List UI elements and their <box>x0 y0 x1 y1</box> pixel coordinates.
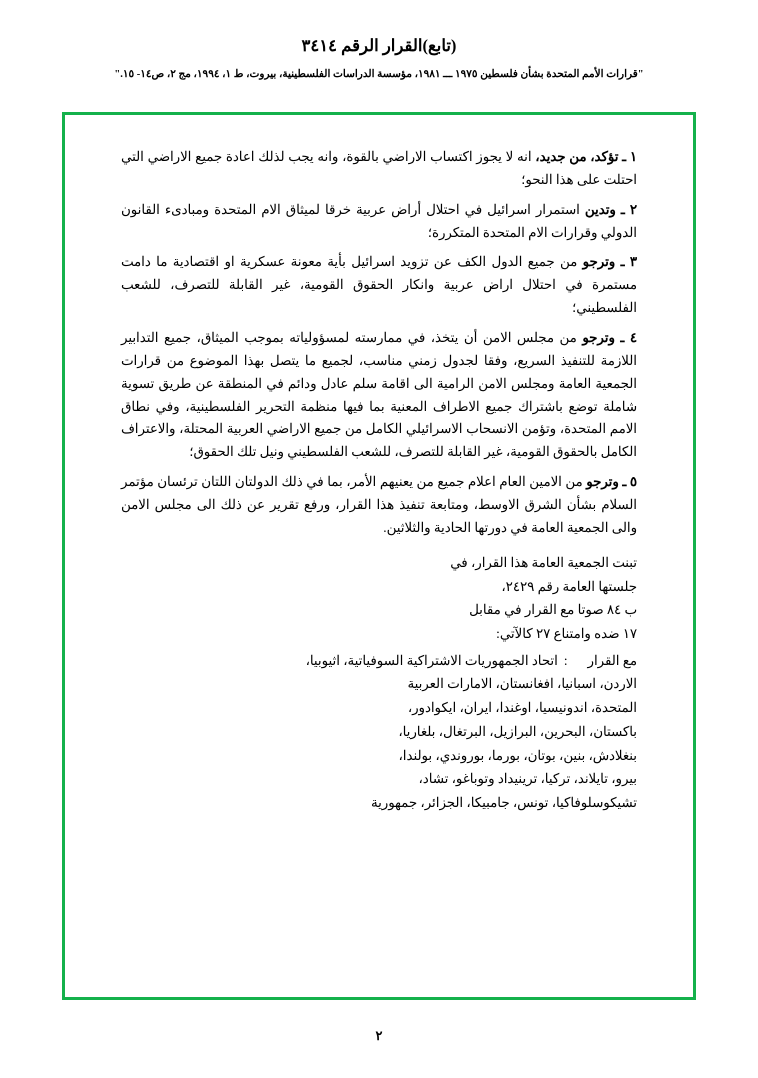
resolution-clause <box>121 146 637 192</box>
adoption-note <box>121 552 637 646</box>
clause-number-5: ٥ ـ وترجو <box>586 474 638 490</box>
vote-names-line: اتحاد الجمهوريات الاشتراكية السوفياتية، اثيوبيا، <box>305 653 558 669</box>
adoption-line: تبنت الجمعية العامة هذا القرار، في <box>450 554 637 570</box>
clause-number-1: ١ ـ تؤكد، من جديد، <box>535 149 638 164</box>
page-title: (تابع)القرار الرقم ٣٤١٤ <box>301 36 457 55</box>
adoption-line: ١٧ ضده وامتناع ٢٧ كالآتي: <box>496 626 637 642</box>
clause-text-4: من مجلس الامن أن يتخذ، في ممارسته لمسؤولياته بموجب الميثاق، جميع التدابير اللازمة للتنفيذ السريع، وفقا لجدول زمني مناسب، لجميع ما يتصل بهذا الموضوع من قرارات الجمعية العامة ومجلس الامن الرامية الى اقامة سلم عادل ودائم في المنطقة عن طريق تسوية شاملة توضع باشتراك جميع الاطراف المعنية بما فيها منظمة التحرير الفلسطينية، وفي نطاق الامم المتحدة، وتؤمن الانسحاب الاسرائيلي الكامل من جميع الاراضي العربية المحتلة، والاعتراف الكامل بالحقوق القومية، غير القابلة للتصرف، للشعب الفلسطيني ونيل تلك الحقوق؛ <box>121 330 637 460</box>
vote-label: مع القرار <box>587 653 637 669</box>
vote-names-line: تشيكوسلوفاكيا، تونس، جامبيكا، الجزائر، جمهورية <box>370 795 637 811</box>
adoption-line: جلستها العامة رقم ٢٤٢٩، <box>501 578 637 594</box>
vote-names-line: باكستان، البحرين، البرازيل، البرتغال، بلغاريا، <box>398 723 637 739</box>
vote-first-row <box>121 650 637 673</box>
document-body <box>65 115 693 815</box>
clause-text-3: من جميع الدول الكف عن تزويد اسرائيل بأية معونة عسكرية او اقتصادية ما دامت مستمرة في احتلال اراض عربية وانكار الحقوق القومية، غير القابلة للتصرف، للشعب الفلسطيني؛ <box>121 254 637 316</box>
clause-number-3: ٣ ـ وترجو <box>582 254 638 270</box>
adoption-line: ب ٨٤ صوتا مع القرار في مقابل <box>469 602 637 618</box>
resolution-clause <box>121 471 637 540</box>
resolution-clause <box>121 199 637 245</box>
vote-colon: : <box>563 653 568 669</box>
vote-in-favor-list <box>121 650 637 815</box>
clause-text-5: من الامين العام اعلام جميع من يعنيهم الأمر، بما في ذلك الدولتان اللتان ترئسان مؤتمر السلام بشأن الشرق الاوسط، ومتابعة تنفيذ هذا القرار، ورفع تقرير عن ذلك الى مجلس الامن والى الجمعية العامة في دورتها الحادية والثلاثين. <box>121 474 637 535</box>
vote-names-line: بنغلادش، بنين، بوتان، بورما، بوروندي، بولندا، <box>398 747 637 763</box>
clause-number-4: ٤ ـ وترجو <box>582 330 637 346</box>
clause-text-1: انه لا يجوز اكتساب الاراضي بالقوة، وانه يجب لذلك اعادة جميع الاراضي التي احتلت على هذا النحو؛ <box>121 149 637 187</box>
resolution-clause <box>121 251 637 320</box>
content-frame <box>62 112 696 1000</box>
vote-names-line: الاردن، اسبانيا، افغانستان، الامارات العربية <box>407 676 637 692</box>
resolution-clause <box>121 327 637 464</box>
clause-text-2: استمرار اسرائيل في احتلال أراض عربية خرقا لميثاق الام المتحدة ومبادىء القانون الدولي وقرارات الام المتحدة المتكررة؛ <box>121 201 637 240</box>
clause-number-2: ٢ ـ وتدين <box>584 201 637 217</box>
page-header <box>0 0 758 81</box>
source-citation: "قرارات الأمم المتحدة بشأن فلسطين ١٩٧٥ ـــ ١٩٨١، مؤسسة الدراسات الفلسطينية، بيروت، ط ١، ١٩٩٤، مج ٢، ص١٤- ١٥." <box>114 68 644 80</box>
vote-names-line: المتحدة، اندونيسيا، اوغندا، ايران، ايكوادور، <box>407 699 637 715</box>
vote-names-line: بيرو، تايلاند، تركيا، ترينيداد وتوباغو، تشاد، <box>418 771 637 787</box>
page-number: ٢ <box>375 1028 383 1043</box>
